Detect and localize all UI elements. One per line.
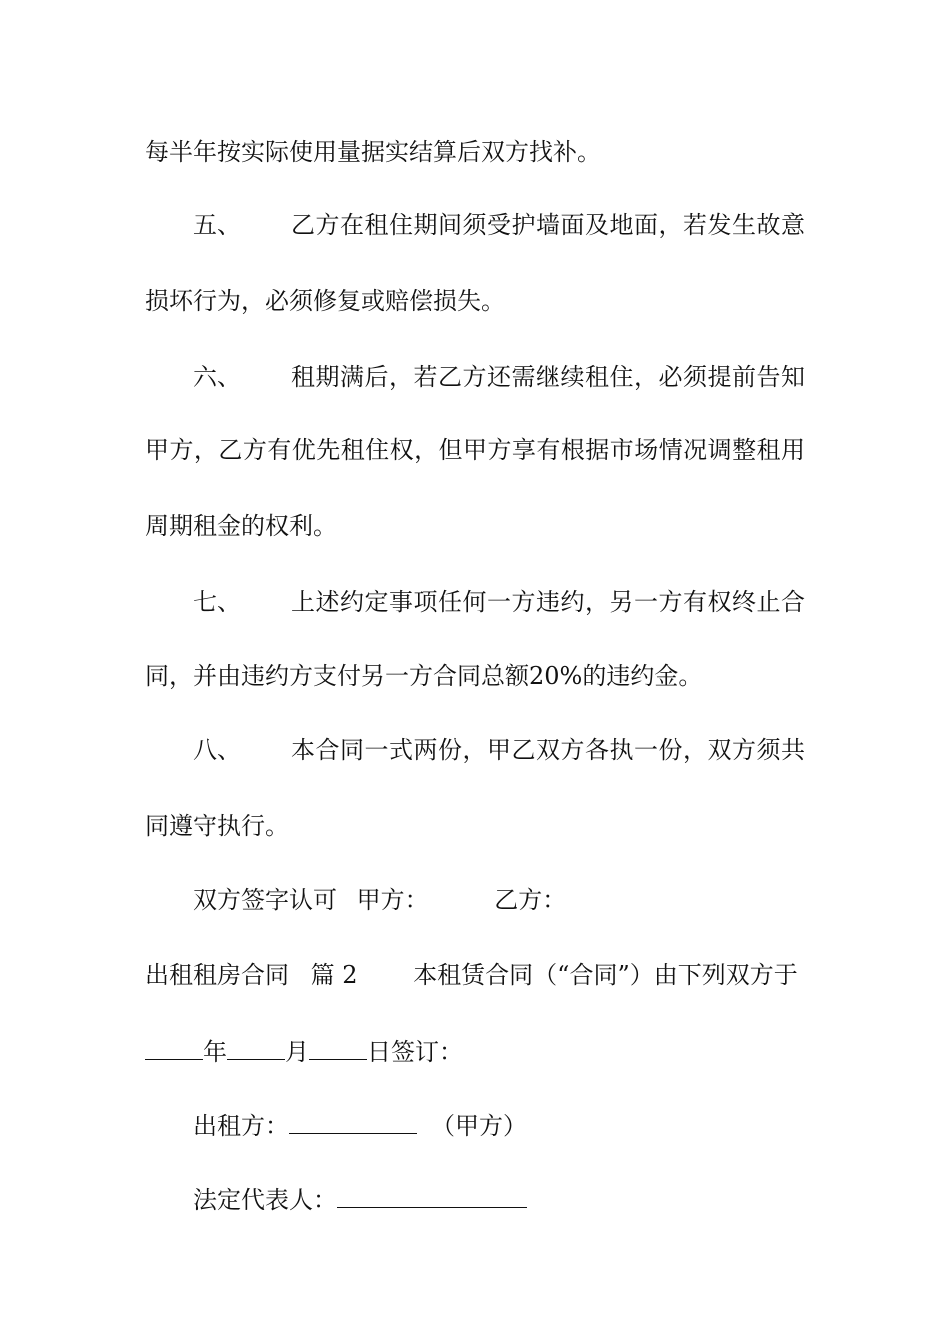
- text-line: [145, 137, 805, 167]
- clause-text: 上述约定事项任何一方违约，另一方有权终止合: [291, 588, 805, 616]
- month-blank: [227, 1035, 285, 1060]
- clause-number: 七、: [193, 588, 241, 616]
- paragraph-text: 周期租金的权利。: [145, 512, 337, 540]
- clause-eight: [193, 735, 805, 765]
- day-label: 日签订：: [367, 1038, 463, 1066]
- paragraph-text: 损坏行为，必须修复或赔偿损失。: [145, 287, 505, 315]
- text-line: [145, 435, 805, 465]
- paragraph-text: 甲方，乙方有优先租住权，但甲方享有根据市场情况调整租用: [145, 436, 805, 464]
- legal-rep-blank: [337, 1183, 527, 1208]
- contract-title: 出租租房合同: [145, 961, 289, 989]
- year-label: 年: [203, 1038, 227, 1066]
- month-label: 月: [285, 1038, 309, 1066]
- clause-number: 六、: [193, 363, 241, 391]
- clause-seven: [193, 587, 805, 617]
- paragraph-text: 同遵守执行。: [145, 812, 289, 840]
- contract-title-line: [145, 960, 805, 990]
- clause-five: [193, 210, 805, 240]
- clause-text: 本合同一式两份，甲乙双方各执一份，双方须共: [291, 736, 805, 764]
- date-line: [145, 1035, 805, 1067]
- legal-rep-line: [193, 1183, 805, 1215]
- signature-line: [193, 885, 805, 915]
- lessor-label: 出租方：: [193, 1112, 289, 1140]
- clause-number: 五、: [193, 211, 241, 239]
- party-b-label: 乙方：: [494, 886, 567, 914]
- legal-rep-label: 法定代表人：: [193, 1186, 337, 1214]
- lessor-line: [193, 1109, 805, 1141]
- party-a-label: 甲方：: [356, 886, 429, 914]
- signature-label: 双方签字认可: [193, 886, 337, 914]
- text-line: [145, 811, 805, 841]
- paragraph-text: 同，并由违约方支付另一方合同总额20%的违约金。: [145, 662, 703, 690]
- text-line: [145, 511, 805, 541]
- text-line: [145, 661, 805, 691]
- day-blank: [309, 1035, 367, 1060]
- party-a-tag: （甲方）: [431, 1112, 527, 1140]
- section-label: 篇 2: [310, 961, 358, 989]
- lessor-blank: [289, 1109, 417, 1134]
- clause-number: 八、: [193, 736, 241, 764]
- clause-text: 乙方在租住期间须受护墙面及地面，若发生故意: [291, 211, 805, 239]
- paragraph-text: 每半年按实际使用量据实结算后双方找补。: [145, 138, 601, 166]
- text-line: [145, 286, 805, 316]
- contract-intro: 本租赁合同（“合同”）由下列双方于: [413, 961, 798, 989]
- year-blank: [145, 1035, 203, 1060]
- clause-text: 租期满后，若乙方还需继续租住，必须提前告知: [291, 363, 805, 391]
- clause-six: [193, 362, 805, 392]
